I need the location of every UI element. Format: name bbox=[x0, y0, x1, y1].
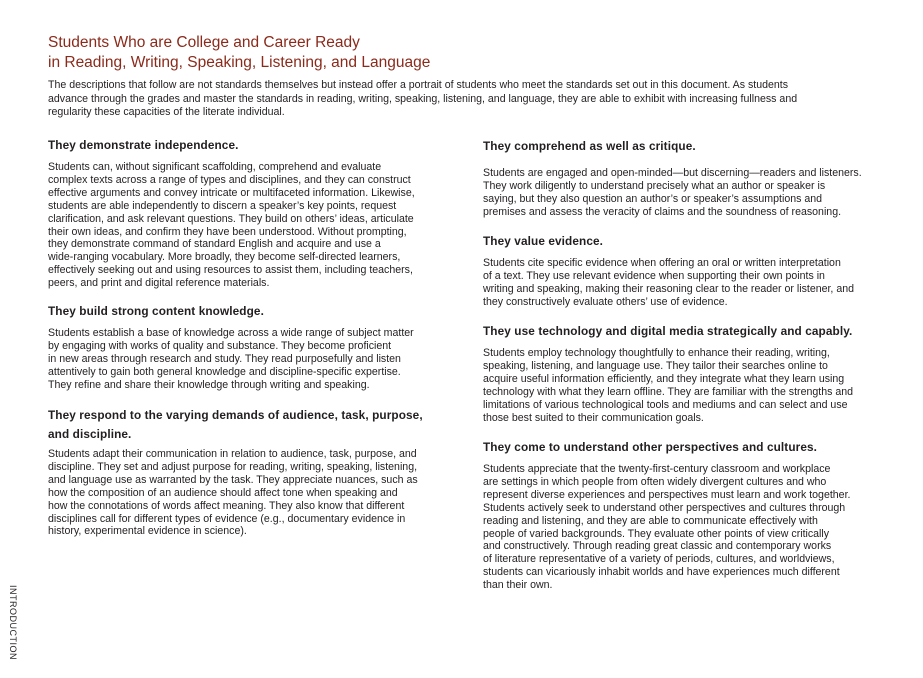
side-section-label: INTRODUCTION bbox=[8, 585, 18, 660]
section-comprehend-critique bbox=[483, 137, 862, 219]
section-body: Students appreciate that the twenty-first-century classroom and workplace are settings in which people from often widely divergent cultures and who represent diverse experiences and perspectives must learn and work together. Students actively seek to understand other perspectives and cultures through reading and listening, and they are able to communicate effectively with people of varied backgrounds. They evaluate other points of view critically and constructively. Through reading great classic and contemporary works of literature representative of a variety of periods, cultures, and worldviews, students can vicariously inhabit worlds and have experiences much different than their own. bbox=[483, 463, 851, 592]
section-heading: They comprehend as well as critique. bbox=[483, 139, 696, 153]
section-heading: They use technology and digital media strategically and capably. bbox=[483, 324, 853, 338]
section-heading: They come to understand other perspectives and cultures. bbox=[483, 440, 818, 454]
page-title: Students Who are College and Career Ready in Reading, Writing, Speaking, Listening, and Language bbox=[48, 34, 431, 71]
section-body: Students can, without significant scaffolding, comprehend and evaluate complex texts across a range of types and disciplines, and they can construct effective arguments and convey intricate or multifaceted information. Likewise, students are able independently to discern a speaker’s key points, request clarification, and ask relevant questions. They build on others’ ideas, articulate their own ideas, and confirm they have been understood. Without prompting, they demonstrate command of standard English and acquire and use a wide-ranging vocabulary. More broadly, they become self-directed learners, effectively seeking out and using resources to assist them, including teachers, peers, and print and digital reference materials. bbox=[48, 161, 415, 290]
section-varying-demands bbox=[48, 406, 423, 538]
section-heading: They respond to the varying demands of audience, task, purpose, and discipline. bbox=[48, 408, 423, 441]
section-content-knowledge bbox=[48, 302, 414, 392]
section-body: Students employ technology thoughtfully to enhance their reading, writing, speaking, listening, and language use. They tailor their searches online to acquire useful information efficiently, and they integrate what they learn using technology with what they learn offline. They are familiar with the strengths and limitations of various technological tools and mediums and can select and use those best suited to their communication goals. bbox=[483, 347, 854, 424]
section-heading: They build strong content knowledge. bbox=[48, 304, 264, 318]
section-value-evidence bbox=[483, 232, 854, 309]
section-independence bbox=[48, 136, 415, 290]
section-heading: They value evidence. bbox=[483, 234, 604, 248]
section-heading: They demonstrate independence. bbox=[48, 138, 239, 152]
section-body: Students are engaged and open-minded—but discerning—readers and listeners. They work diligently to understand precisely what an author or speaker is saying, but they also question an author’s or speaker’s assumptions and premises and assess the veracity of claims and the soundness of reasoning. bbox=[483, 167, 862, 218]
section-body: Students cite specific evidence when offering an oral or written interpretation of a text. They use relevant evidence when supporting their own points in writing and speaking, making their reasoning clear to the reader or listener, and they constructively evaluate others’ use of evidence. bbox=[483, 257, 854, 308]
section-body: Students adapt their communication in relation to audience, task, purpose, and discipline. They set and adjust purpose for reading, writing, speaking, listening, and language use as warranted by the task. They appreciate nuances, such as how the composition of an audience should affect tone when speaking and how the connotations of words affect meaning. They also know that different disciplines call for different types of evidence (e.g., documentary evidence in history, experimental evidence in science). bbox=[48, 448, 418, 538]
section-body: Students establish a base of knowledge across a wide range of subject matter by engaging with works of quality and substance. They become proficient in new areas through research and study. They read purposefully and listen attentively to gain both general knowledge and discipline-specific expertise. They refine and share their knowledge through writing and speaking. bbox=[48, 327, 414, 391]
section-perspectives-cultures bbox=[483, 438, 850, 592]
section-technology bbox=[483, 322, 853, 424]
intro-paragraph: The descriptions that follow are not standards themselves but instead offer a portrait of students who meet the standards set out in this document. As students advance through the grades and master the standards in reading, writing, speaking, listening, and language, they are able to exhibit with increasing fullness and regularity these capacities of the literate individual. bbox=[48, 79, 798, 118]
